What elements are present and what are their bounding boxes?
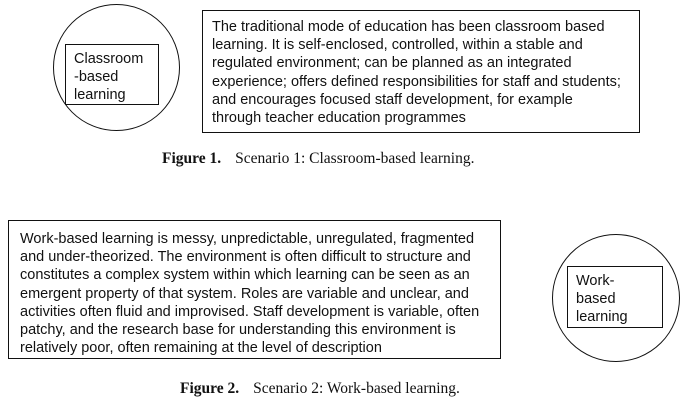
- figure1-caption-label: Figure 1.: [162, 150, 222, 167]
- figure2-caption-text: Scenario 2: Work-based learning.: [253, 380, 460, 397]
- figure1-caption: [162, 150, 474, 168]
- figure2-caption: [180, 380, 460, 398]
- figure1-description-box: The traditional mode of education has been classroom based learning. It is self-enclosed, controlled, within a stable and regulated environment; can be planned as an integrated experience; offers defined responsibilities for staff and students; and encourages focused staff development, for example through teacher education programmes: [202, 10, 640, 133]
- figure2-caption-label: Figure 2.: [180, 380, 240, 397]
- figure2-circle-label: Work- based learning: [567, 266, 663, 328]
- figure1-caption-text: Scenario 1: Classroom-based learning.: [235, 150, 475, 167]
- figure1-circle-label: Classroom -based learning: [65, 44, 159, 105]
- figure2-description-box: Work-based learning is messy, unpredictable, unregulated, fragmented and under-theorized. The environment is often difficult to structure and constitutes a complex system within which learning can be seen as an emergent property of that system. Roles are variable and unclear, and activities often fluid and improvised. Staff development is variable, often patchy, and the research base for understanding this environment is relatively poor, often remaining at the level of description: [8, 220, 501, 359]
